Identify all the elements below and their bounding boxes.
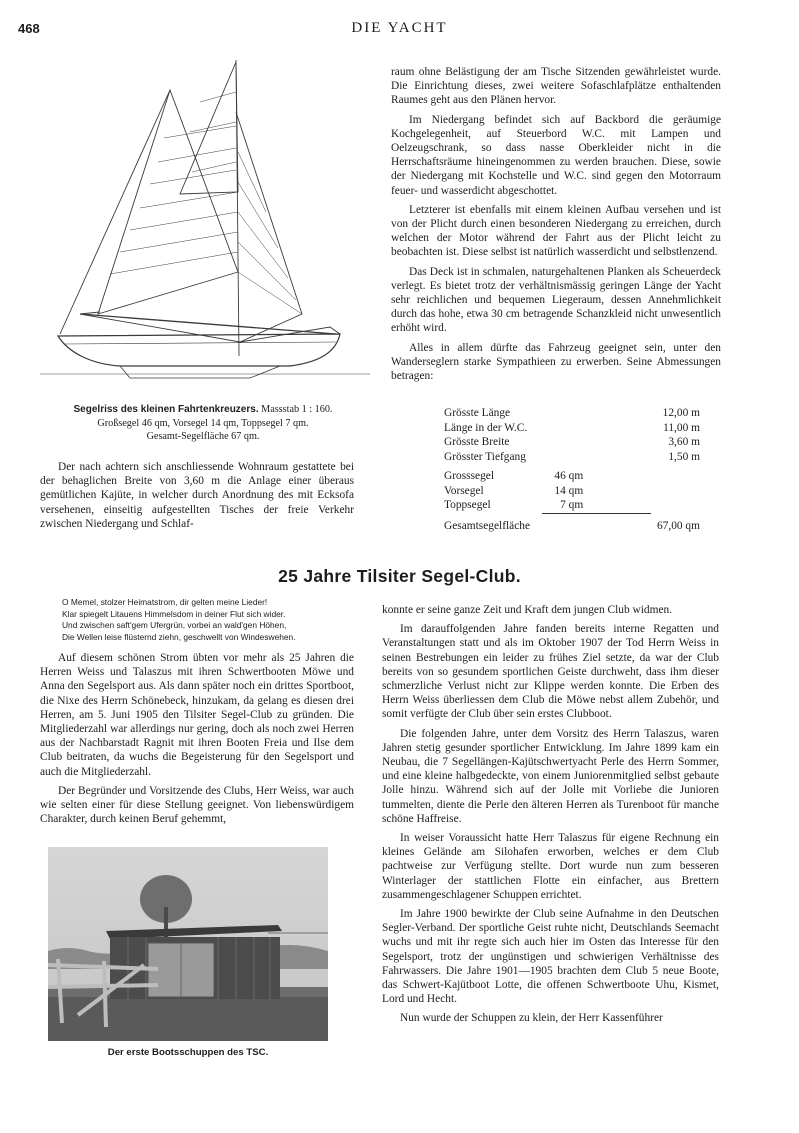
paragraph: Alles in allem dürfte das Fahrzeug geeignet sein, unter den Wanderseglern starke Sympathieen zu erwerben. Seine Abmessungen betragen: — [391, 341, 721, 383]
dimension-row — [444, 406, 700, 421]
total-value: 67,00 qm — [656, 519, 700, 532]
paragraph: Auf diesem schönen Strom übten vor mehr als 25 Jahren die Herren Weiss und Talaszus mit ihren Schwertbooten Möwe und Anna den Segelsport aus. Als dann später noch ein drittes Sportboot, die Nixe des Herrn Schönebeck, hinzukam, da gelang es diesen drei Herren, am 5. Juni 1905 den Tilsiter Segel-Club zu gründen. Die Mitgliederzahl war allerdings nur gering, doch als noch zwei Herren aus der Nachbarstadt Ragnit mit ihren Booten Freia und Ilse dem Club beitraten, da wuchs die Begeisterung für den Segelsport und auch die Mitgliederzahl. — [40, 652, 354, 778]
poem-line: Die Wellen leise flüsternd ziehn, geschwellt von Windeswehen. — [62, 631, 296, 642]
dimensions-table — [444, 406, 700, 533]
paragraph: Nun wurde der Schuppen zu klein, der Herr Kassenführer — [400, 1012, 663, 1025]
paragraph: Im darauffolgenden Jahre fanden bereits interne Regatten und Veranstaltungen statt und als im Oktober 1907 der Tod Herrn Weiss in seinen Bestrebungen ein leider zu frühes Ziel setzte, da war der Club bereits von so gesundem sportlichen Geiste durchweht, dass ihm dieser schmerzliche Verlust nicht zur Klippe werden konnte. Die Erben des Herrn Weiss überliessen dem Club die Möwe nebst allem Zubehör, und somit verfügte der Club über sein erstes Clubboot. — [382, 623, 719, 721]
paragraph: Das Deck ist in schmalen, naturgehaltenen Planken als Scheuerdeck verlegt. Es bietet trotz der verhältnismässig geringen Länge der Yacht sehr reichlichen und bequemen Liegeraum, dessen Annehmlichkeit durch das hohe, etwa 30 cm betragende Schanzkleid nicht unwesentlich erhöht wird. — [391, 265, 721, 335]
article-headline: 25 Jahre Tilsiter Segel-Club. — [278, 566, 521, 586]
sail-label: Vorsegel — [444, 484, 484, 497]
dimension-label: Grösste Breite — [444, 436, 510, 448]
caption-sails: Großsegel 46 qm, Vorsegel 14 qm, Toppsegel 7 qm. — [97, 417, 309, 429]
sail-plan-caption — [40, 403, 366, 444]
dimension-value: 1,50 m — [668, 450, 700, 463]
running-head: DIE YACHT — [351, 20, 448, 36]
dimension-row — [444, 435, 700, 450]
poem — [62, 597, 362, 643]
paragraph: Die folgenden Jahre, unter dem Vorsitz des Herrn Talaszus, waren Jahren stetig gesunder sportlicher Entwicklung. Im Jahre 1899 kam ein Neubau, die 7 Segellängen-Kajütschwertyacht Perle des Herrn Sommer, und eine kleine halbgedeckte, von einem Juniorenmitglied selbst gebaute Jolle hinzu. Während sich auf der Jolle mit Vorliebe die Junioren tummelten, diente die Perle den älteren Herren als Turenboot für manche schöne Haffreise. — [382, 727, 719, 825]
dimension-value: 3,60 m — [668, 436, 700, 448]
dimension-label: Grösster Tiefgang — [444, 450, 526, 463]
paragraph: raum ohne Belästigung der am Tische Sitzenden gewährleistet wurde. Die Einrichtung dieses, zwei weitere Sofaschlafplätze enthaltenden Raumes geht aus den Plänen hervor. — [391, 66, 721, 107]
dimension-row — [444, 450, 700, 465]
dimension-value: 11,00 m — [663, 421, 700, 434]
poem-line: Klar spiegelt Litauens Himmelsdom in deiner Flut sich wider. — [62, 608, 286, 619]
sail-label: Toppsegel — [444, 499, 491, 512]
paragraph: Letzterer ist ebenfalls mit einem kleinen Aufbau versehen und ist von der Plicht durch einen besonderen Niedergang zu erreichen, durch welchen der Motor während der Fahrt aus der Plicht leicht zu beobachten ist. Diese selbst ist natürlich wasserdicht und selbstlenzend. — [391, 203, 721, 259]
left-column-text — [40, 460, 354, 536]
sail-value: 46 qm — [554, 470, 584, 482]
paragraph: Im Niedergang befindet sich auf Backbord die geräumige Kochgelegenheit, auf Steuerbord W.C. mit Lampen und Oelzeugschrank, so dass nasse Oberkleider nicht in die Herrschaftsräume hineingenommen zu werden brauchen. Diese, sowie der Niedergang mit Kochstelle und W.C. sind gegen den Motorraum feuer- und wasserdicht abgeschottet. — [391, 113, 721, 197]
photo-caption: Der erste Bootsschuppen des TSC. — [107, 1047, 269, 1058]
article-right-column — [382, 603, 719, 1031]
paragraph: Im Jahre 1900 bewirkte der Club seine Aufnahme in den Deutschen Segler-Verband. Der sportliche Geist ruhte nicht, Deutschlands Seemacht wuchs und mit ihr regte sich auch hier im Osten das Interesse für den Segelsport, trotz der ungünstigen und schwierigen Verhältnisse des Fahrwassers. Die Jahre 1901—1905 brachten dem Club 5 neue Boote, das Schwert-Kajütboot Lotte, die offenen Schwertboote Uhu, Kismet, Lord und Hecht. — [382, 908, 719, 1006]
caption-scale: Massstab 1 : 160. — [261, 404, 333, 415]
sail-row — [444, 498, 700, 513]
sail-row — [444, 469, 700, 484]
paragraph: Der Begründer und Vorsitzende des Clubs, Herr Weiss, war auch wie selten einer für diese Stellung geeignet. Von liebenswürdigem Charakter, durch keinen Beruf gehemmt, — [40, 784, 354, 826]
poem-line: Und zwischen saft'gem Ufergrün, vorbei an wald'gen Höhen, — [62, 620, 287, 631]
caption-total: Gesamt-Segelfläche 67 qm. — [146, 431, 260, 442]
total-row — [444, 519, 700, 534]
paragraph: In weiser Voraussicht hatte Herr Talaszus für eigene Rechnung ein kleines Gelände am Silohafen erworben, welches er dem Club pachtweise zur Verfügung stellte. Dort wurde nun zum besseren Winterlager der stattlichen Flotte ein einfacher, aus Brettern zusammengeschlagener Schuppen errichtet. — [382, 832, 719, 901]
boathouse-photo — [48, 847, 328, 1041]
sail-label: Grosssegel — [444, 470, 494, 482]
page-number: 468 — [18, 21, 40, 36]
dimension-value: 12,00 m — [662, 407, 700, 419]
dimension-row — [444, 421, 700, 436]
article-left-column — [40, 651, 354, 831]
total-label: Gesamtsegelfläche — [444, 519, 531, 532]
paragraph: Der nach achtern sich anschliessende Wohnraum gestattete bei der behaglichen Breite von 3,60 m die Anlage einer überaus gemütlichen Kajüte, in welcher durch Anordnung des mit Ecksofa versehenen, einseitig aufgestellten Tisches der freie Verkehr zwischen Niedergang und Schlaf- — [40, 461, 354, 530]
dimension-label: Länge in der W.C. — [444, 421, 528, 434]
sail-plan-drawing — [40, 52, 370, 397]
sail-value: 7 qm — [542, 498, 652, 513]
paragraph: konnte er seine ganze Zeit und Kraft dem jungen Club widmen. — [382, 604, 673, 616]
sail-row — [444, 484, 700, 499]
dimension-label: Grösste Länge — [444, 407, 511, 419]
right-column-text — [391, 65, 721, 388]
sail-value: 14 qm — [554, 484, 584, 497]
caption-title: Segelriss des kleinen Fahrtenkreuzers. — [73, 404, 259, 415]
poem-line: O Memel, stolzer Heimatstrom, dir gelten meine Lieder! — [62, 597, 268, 607]
